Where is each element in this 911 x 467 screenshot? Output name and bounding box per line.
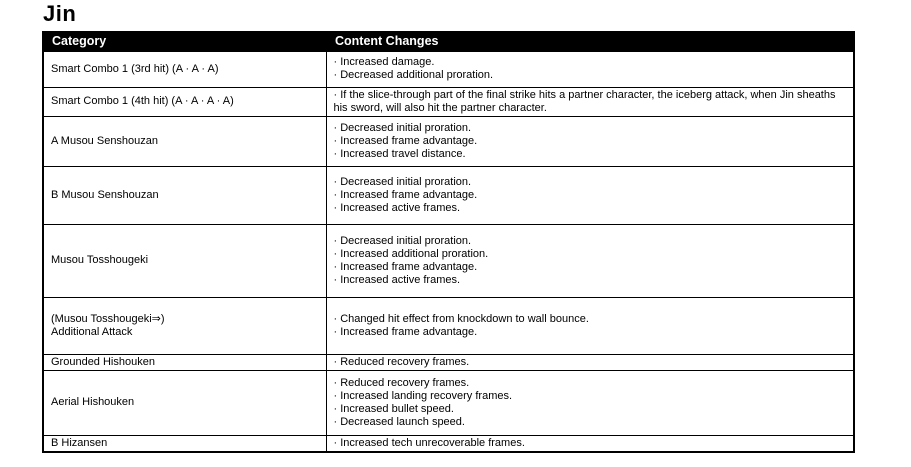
content-changes-cell	[326, 116, 854, 166]
changes-table	[42, 31, 855, 453]
category-line: Smart Combo 1 (4th hit) (A · A · A · A)	[51, 95, 234, 107]
content-changes-cell	[326, 224, 854, 297]
change-line: · Increased frame advantage.	[333, 134, 478, 147]
change-line: · Decreased initial proration.	[333, 175, 472, 188]
category-line: A Musou Senshouzan	[51, 134, 159, 147]
table-row	[43, 435, 854, 452]
category-cell	[43, 224, 326, 297]
category-cell	[43, 166, 326, 224]
page-title: Jin	[43, 1, 77, 26]
category-line: Additional Attack	[51, 325, 133, 338]
category-line: Musou Tosshougeki	[51, 254, 149, 266]
change-line: · Changed hit effect from knockdown to wall bounce.	[333, 312, 589, 325]
change-line: · Increased frame advantage.	[333, 325, 478, 338]
table-body	[43, 51, 854, 452]
content-changes-cell	[326, 297, 854, 354]
content-changes-cell	[326, 166, 854, 224]
category-line: Smart Combo 1 (3rd hit) (A · A · A)	[51, 62, 219, 75]
category-line: B Hizansen	[51, 436, 108, 449]
category-cell	[43, 370, 326, 435]
table-row	[43, 87, 854, 116]
change-line: · Increased active frames.	[333, 201, 461, 214]
content-changes-cell	[326, 87, 854, 116]
change-line: · Increased travel distance.	[333, 147, 466, 160]
change-line: · Decreased initial proration.	[333, 234, 472, 247]
change-line: · Increased landing recovery frames.	[333, 389, 513, 402]
change-line: · Increased frame advantage.	[333, 260, 478, 273]
change-line: · Increased active frames.	[333, 273, 461, 286]
content-changes-cell	[326, 435, 854, 452]
table-row	[43, 370, 854, 435]
column-header-category: Category	[43, 32, 326, 51]
change-line: · Reduced recovery frames.	[333, 355, 470, 368]
category-cell	[43, 435, 326, 452]
category-cell	[43, 354, 326, 370]
category-cell	[43, 87, 326, 116]
category-cell	[43, 297, 326, 354]
table-row	[43, 354, 854, 370]
change-line: · Reduced recovery frames.	[333, 376, 470, 389]
change-line: · Increased bullet speed.	[333, 402, 454, 415]
table-row	[43, 166, 854, 224]
content-changes-cell	[326, 370, 854, 435]
category-line: Grounded Hishouken	[51, 355, 155, 368]
change-line: · Increased additional proration.	[333, 247, 489, 260]
category-cell	[43, 51, 326, 87]
table-row	[43, 51, 854, 87]
change-line: · Increased tech unrecoverable frames.	[333, 436, 525, 449]
change-line: · Decreased launch speed.	[333, 415, 465, 428]
category-cell	[43, 116, 326, 166]
table-row	[43, 116, 854, 166]
table-header-row	[43, 32, 854, 51]
content-changes-cell	[326, 51, 854, 87]
change-line: · If the slice-through part of the final strike hits a partner character, the iceberg attack, when Jin sheaths his sword, will also hit the partner character.	[333, 88, 836, 114]
table-row	[43, 224, 854, 297]
change-line: · Increased frame advantage.	[333, 188, 478, 201]
category-line: (Musou Tosshougeki⇒)	[51, 312, 165, 325]
change-line: · Decreased additional proration.	[333, 69, 494, 82]
table-row	[43, 297, 854, 354]
column-header-content-changes: Content Changes	[326, 32, 854, 51]
change-line: · Decreased initial proration.	[333, 121, 472, 134]
change-line: · Increased damage.	[333, 56, 435, 69]
content-changes-cell	[326, 354, 854, 370]
category-line: Aerial Hishouken	[51, 396, 135, 408]
category-line: B Musou Senshouzan	[51, 188, 159, 201]
